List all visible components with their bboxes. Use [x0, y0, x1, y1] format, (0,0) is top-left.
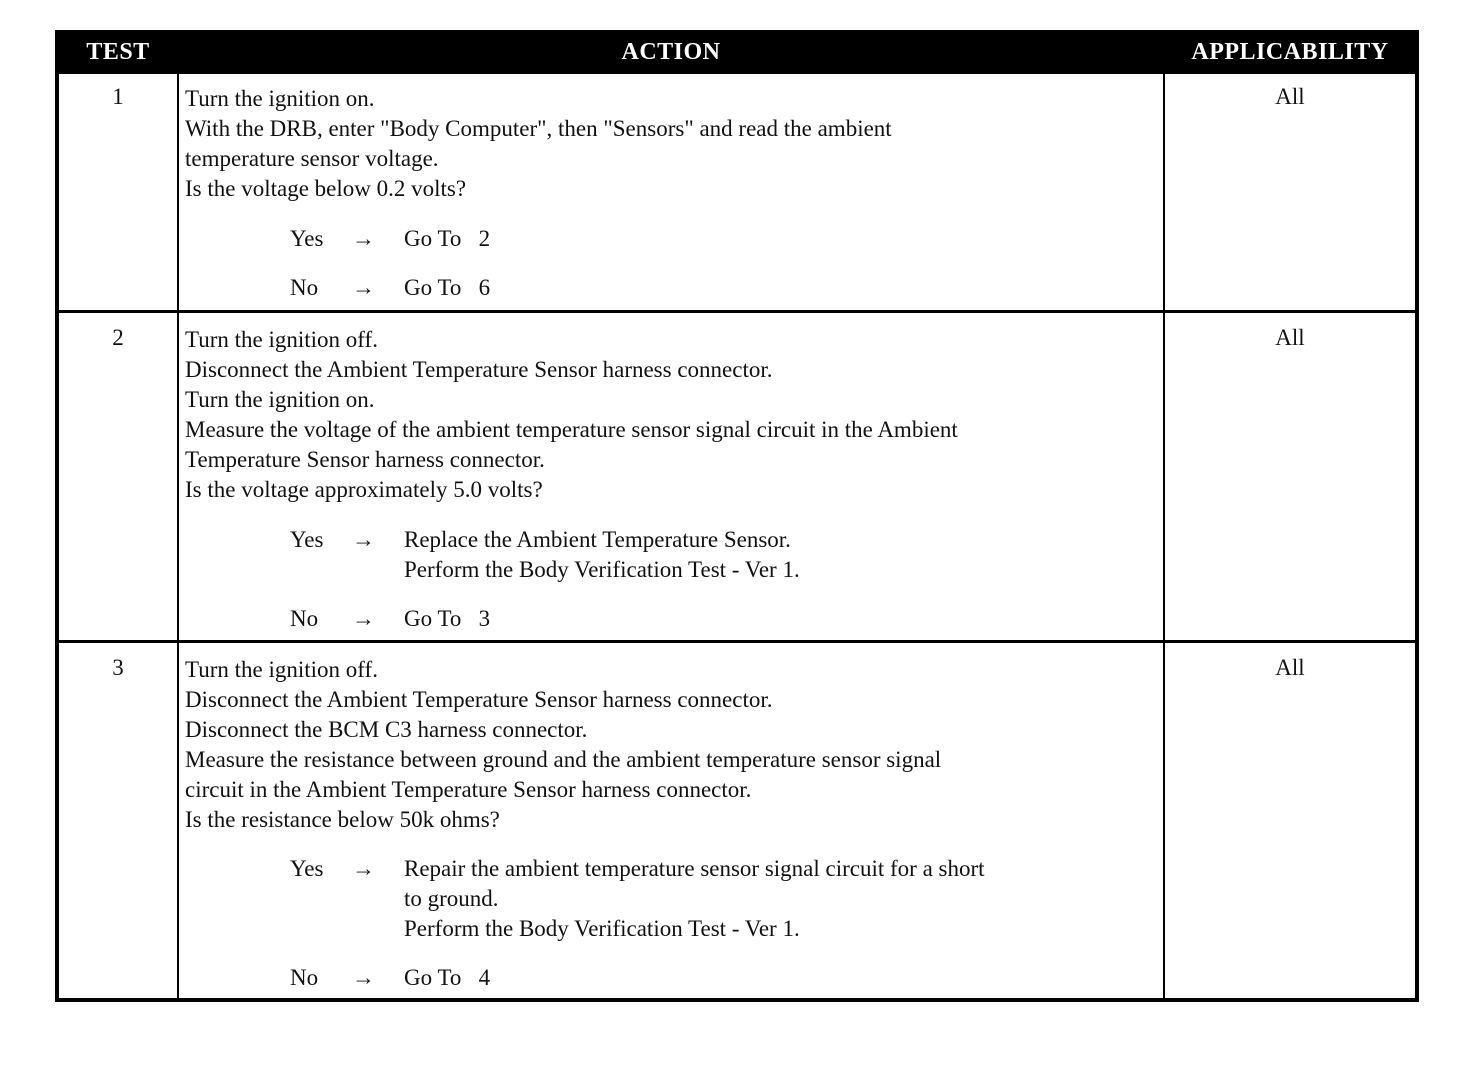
action-step: Disconnect the Ambient Temperature Sensor harness connector. — [185, 687, 773, 712]
action-step: Is the voltage approximately 5.0 volts? — [185, 477, 543, 502]
result-line: Replace the Ambient Temperature Sensor. — [404, 527, 791, 552]
arrow-icon: → — [352, 226, 375, 251]
applicability: All — [1275, 84, 1305, 109]
action-step: Disconnect the BCM C3 harness connector. — [185, 717, 588, 742]
arrow-icon: → — [352, 606, 375, 631]
action-step: With the DRB, enter "Body Computer", then "Sensors" and read the ambient — [185, 116, 892, 141]
action-step: Turn the ignition off. — [185, 657, 378, 682]
action-steps — [185, 325, 1157, 505]
action-step: Turn the ignition on. — [185, 86, 375, 111]
header-action: ACTION — [621, 39, 721, 65]
no-label: No — [290, 606, 319, 631]
action-step: Temperature Sensor harness connector. — [185, 447, 545, 472]
yes-branch — [290, 854, 1160, 944]
header-applicability: APPLICABILITY — [1191, 39, 1389, 65]
yes-label: Yes — [290, 527, 324, 552]
yes-result — [404, 525, 1156, 585]
yes-result — [404, 224, 1156, 254]
no-branch — [290, 604, 1160, 634]
column-divider — [177, 71, 179, 998]
row-divider — [59, 71, 1415, 74]
arrow-icon: → — [352, 275, 375, 300]
test-number: 1 — [112, 84, 124, 109]
result-line: Go To 2 — [404, 226, 491, 251]
applicability: All — [1275, 655, 1305, 680]
action-step: circuit in the Ambient Temperature Sensor harness connector. — [185, 777, 752, 802]
no-label: No — [290, 965, 319, 990]
arrow-icon: → — [352, 527, 375, 552]
action-step: Turn the ignition off. — [185, 327, 378, 352]
row-divider — [59, 310, 1415, 313]
yes-label: Yes — [290, 226, 324, 251]
action-step: Turn the ignition on. — [185, 387, 375, 412]
result-line: Perform the Body Verification Test - Ver 1. — [404, 916, 800, 941]
result-line: Go To 4 — [404, 965, 491, 990]
yes-label: Yes — [290, 856, 324, 881]
result-line: Go To 3 — [404, 606, 491, 631]
diagnostic-test-table — [55, 30, 1419, 1002]
action-step: Is the resistance below 50k ohms? — [185, 807, 500, 832]
test-number: 2 — [112, 325, 124, 350]
action-steps — [185, 84, 1157, 204]
applicability: All — [1275, 325, 1305, 350]
no-result — [404, 273, 1156, 303]
action-step: Measure the resistance between ground and the ambient temperature sensor signal — [185, 747, 942, 772]
no-branch — [290, 963, 1160, 993]
action-step: Is the voltage below 0.2 volts? — [185, 176, 467, 201]
row-divider — [59, 640, 1415, 643]
yes-branch — [290, 224, 1160, 254]
test-number: 3 — [112, 655, 124, 680]
action-step: temperature sensor voltage. — [185, 146, 439, 171]
table-header — [59, 34, 1415, 71]
arrow-icon: → — [352, 965, 375, 990]
result-line: to ground. — [404, 886, 499, 911]
no-branch — [290, 273, 1160, 303]
yes-branch — [290, 525, 1160, 585]
action-step: Measure the voltage of the ambient temperature sensor signal circuit in the Ambient — [185, 417, 958, 442]
result-line: Perform the Body Verification Test - Ver 1. — [404, 557, 800, 582]
result-line: Go To 6 — [404, 275, 491, 300]
yes-result — [404, 854, 1156, 944]
no-result — [404, 963, 1156, 993]
action-steps — [185, 655, 1157, 835]
action-step: Disconnect the Ambient Temperature Sensor harness connector. — [185, 357, 773, 382]
arrow-icon: → — [352, 856, 375, 881]
column-divider — [1163, 71, 1165, 998]
no-result — [404, 604, 1156, 634]
no-label: No — [290, 275, 319, 300]
result-line: Repair the ambient temperature sensor signal circuit for a short — [404, 856, 985, 881]
header-test: TEST — [86, 39, 150, 65]
